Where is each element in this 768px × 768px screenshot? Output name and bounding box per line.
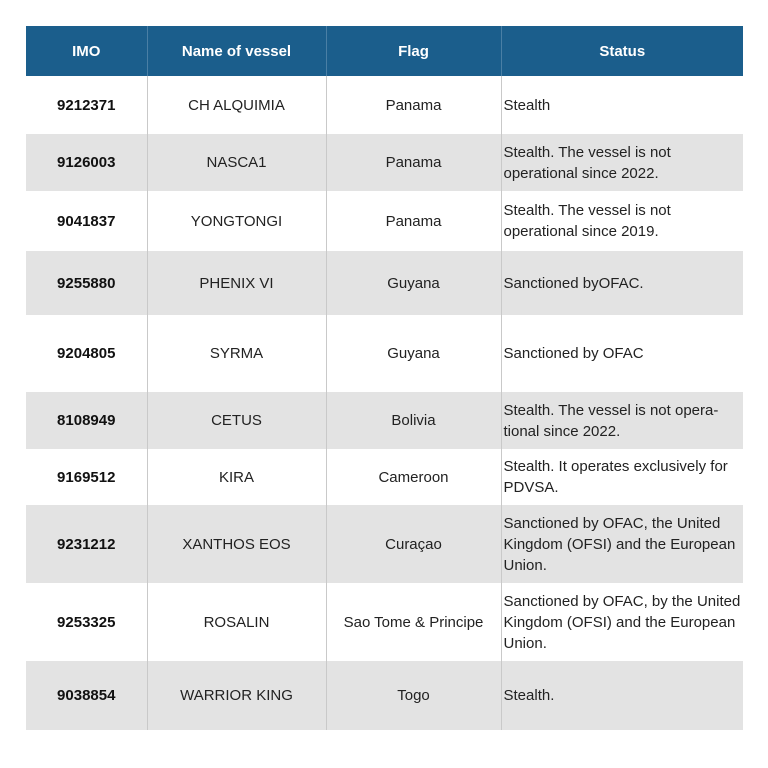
header-status: Status [501,26,743,76]
status-cell: Stealth. The vessel is not operational since 2022. [501,134,743,191]
flag-cell: Cameroon [326,449,501,505]
flag-cell: Curaçao [326,505,501,583]
imo-cell: 9255880 [57,274,116,292]
imo-cell: 9253325 [57,613,116,631]
table-row [26,315,743,392]
vessel-name-cell: ROSALIN [147,583,326,661]
imo-cell: 9038854 [57,687,116,704]
imo-cell: 9212371 [57,96,116,114]
status-cell: Stealth [501,76,743,134]
table-row [26,583,743,661]
status-cell: Sanctioned by OFAC, the United Kingdom (OFSI) and the European Union. [501,505,743,583]
flag-cell: Guyana [326,251,501,315]
table-row [26,505,743,583]
status-cell: Sanctioned by OFAC, by the United Kingdom (OFSI) and the European Union. [501,583,743,661]
flag-cell: Panama [326,134,501,191]
table-header-row [26,26,743,76]
vessel-name-cell: KIRA [147,449,326,505]
flag-cell: Guyana [326,315,501,392]
status-cell: Sanctioned by OFAC [501,315,743,392]
table-row [26,251,743,315]
table-row [26,134,743,191]
vessel-name-cell: XANTHOS EOS [147,505,326,583]
vessel-name-cell: SYRMA [147,315,326,392]
table-row [26,191,743,251]
status-cell: Stealth. The vessel is not operational since 2019. [501,191,743,251]
flag-cell: Sao Tome & Principe [326,583,501,661]
table-row [26,392,743,449]
header-imo: IMO [26,26,147,76]
status-cell: Sanctioned byOFAC. [501,251,743,315]
flag-cell: Bolivia [326,392,501,449]
flag-cell: Togo [326,661,501,730]
header-flag: Flag [326,26,501,76]
status-cell: Stealth. [501,661,743,730]
imo-cell: 8108949 [57,412,116,429]
vessel-name-cell: WARRIOR KING [147,661,326,730]
vessel-name-cell: PHENIX VI [147,251,326,315]
vessel-name-cell: CH ALQUIMIA [147,76,326,134]
table-row [26,661,743,730]
imo-cell: 9041837 [57,212,116,230]
table-row [26,76,743,134]
vessel-name-cell: NASCA1 [147,134,326,191]
vessel-name-cell: YONGTONGI [147,191,326,251]
vessel-table [26,26,743,730]
header-name-of-vessel: Name of vessel [147,26,326,76]
table-row [26,449,743,505]
imo-cell: 9204805 [57,345,116,362]
imo-cell: 9169512 [57,468,116,486]
flag-cell: Panama [326,191,501,251]
flag-cell: Panama [326,76,501,134]
status-cell: Stealth. It operates exclusively for PDVSA. [501,449,743,505]
imo-cell: 9231212 [57,535,116,553]
imo-cell: 9126003 [57,154,116,171]
vessel-name-cell: CETUS [147,392,326,449]
status-cell: Stealth. The vessel is not opera-tional since 2022. [501,392,743,449]
